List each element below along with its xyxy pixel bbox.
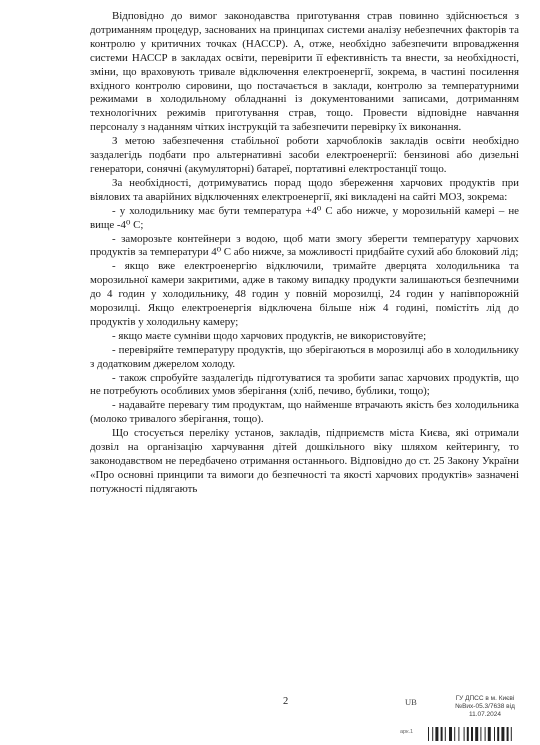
list-item: - якщо маєте сумніви щодо харчових продуктів, не використовуйте;: [112, 329, 427, 342]
stamp-line: 11.07.2024: [468, 711, 502, 718]
sheet-label: арк.1: [400, 729, 414, 735]
list-item: - перевіряйте температуру продуктів, що зберігаються в морозилці або в холодильнику з додатковим джерелом холоду.: [90, 343, 519, 370]
paragraph: Що стосується переліку установ, закладів, підприємств міста Києва, які отримали дозвіл на організацію харчування дітей дошкільного віку шляхом кейтерингу, то законодавством не передбачено отримання останнього. Відповідно до ст. 25 Закону України «Про основні принципи та вимоги до безпечності та якості харчових продуктів» зазначені потужності підлягають: [90, 427, 519, 495]
registration-stamp: [440, 695, 530, 719]
list-item: - також спробуйте заздалегідь підготуватися та зробити запас харчових продуктів, що не потребують особливих умов зберігання (хліб, печиво, бублики, тощо);: [90, 371, 519, 398]
paragraph: Відповідно до вимог законодавства приготування страв повинно здійснюється з дотриманням процедур, заснованих на принципах системи аналізу небезпечних факторів та контролю у критичних точках (НАССР). А, отже, необхідно забезпечити впровадження системи НАССР в закладах освіти, перевірити її ефективність та внести, за необхідності, зміни, що враховують тривале відключення електроенергії, зокрема, в частині посилення вхідного контролю сировини, що постачається в заклади, контролю за температурними режимами в холодильному обладнанні із документованими записами, дотриманням технологічних режимів приготування страв, тощо. Провести відповідне навчання персоналу з наданням чітких інструкцій та забезпечити перевірку їх виконання.: [90, 10, 519, 134]
footer-code: UB: [405, 697, 417, 707]
list-item: - заморозьте контейнери з водою, щоб мати змогу зберегти температуру харчових продуктів за температури 4⁰ С або нижче, за можливості придбайте сухий або блоковий лід;: [90, 232, 519, 259]
list-item: - якщо вже електроенергію відключили, тримайте дверцята холодильника та морозильної камери закритими, адже в такому випадку продукти залишаються безпечними до 4 годин у холодильнику, 48 годин у повній морозилці, 24 годин у напівпорожній морозилці. Якщо електроенергія відключена більше ніж 4 годині, помістіть лід до продуктів у холодильну камеру;: [90, 260, 519, 328]
list-item: - у холодильнику має бути температура +4⁰ С або нижче, у морозильній камері – не вище -4⁰ С;: [90, 204, 519, 231]
paragraph: За необхідності, дотримуватись порад щодо збереження харчових продуктів при віялових та аварійних відключеннях електроенергії, які викладені на сайті МОЗ, зокрема:: [90, 176, 519, 203]
stamp-line: №Вих-05.3/7638 від: [455, 703, 515, 710]
barcode-icon: [428, 727, 532, 741]
document-body: [90, 10, 519, 497]
paragraph: З метою забезпечення стабільної роботи харчоблоків закладів освіти необхідно заздалегідь подбати про альтернативні засоби електроенергії: бензинові або дизельні генератори, сонячні (акумуляторні) батареї, портативні електростанції тощо.: [90, 135, 519, 175]
stamp-line: ГУ ДПСС в м. Києві: [455, 695, 515, 702]
page-number: 2: [283, 696, 289, 707]
list-item: - надавайте перевагу тим продуктам, що найменше втрачають якість без холодильника (молоко тривалого зберігання, тощо).: [90, 399, 519, 426]
